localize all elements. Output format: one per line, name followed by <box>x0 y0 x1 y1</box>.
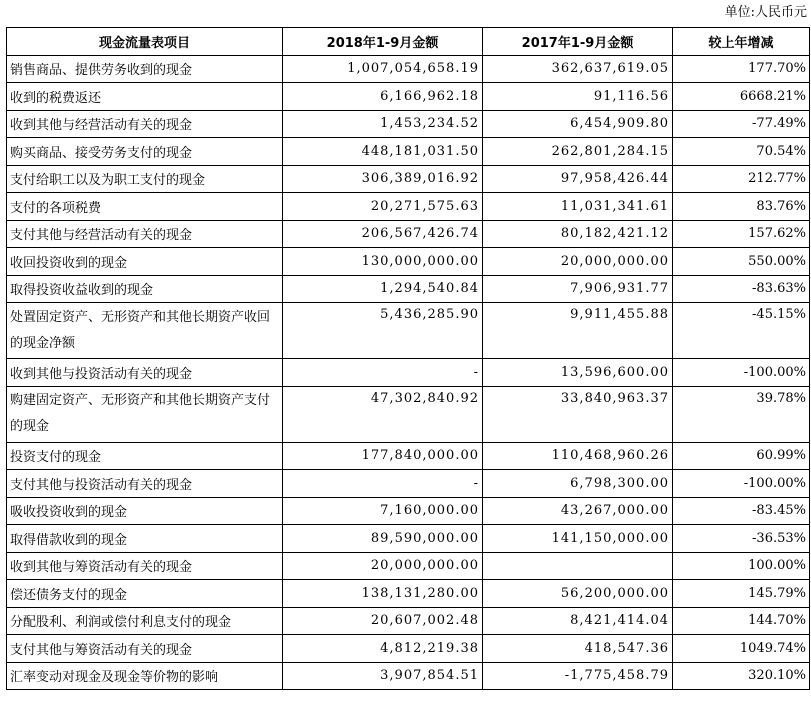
row-item-label: 收到其他与投资活动有关的现金 <box>7 359 283 387</box>
header-change: 较上年增减 <box>673 28 810 56</box>
row-amount-2018: 1,294,540.84 <box>283 275 483 303</box>
table-row <box>7 359 810 387</box>
cash-flow-table <box>6 27 810 690</box>
row-item-label: 支付其他与投资活动有关的现金 <box>7 470 283 498</box>
table-row <box>7 275 810 303</box>
row-amount-2018: 130,000,000.00 <box>283 248 483 276</box>
row-amount-2018: 47,302,840.92 <box>283 386 483 442</box>
table-header-row <box>7 28 810 56</box>
row-amount-2017: -1,775,458.79 <box>483 662 673 690</box>
row-item-label: 支付其他与筹资活动有关的现金 <box>7 635 283 663</box>
row-item-label: 收回投资收到的现金 <box>7 248 283 276</box>
row-item-label: 支付给职工以及为职工支付的现金 <box>7 165 283 193</box>
row-item-label: 投资支付的现金 <box>7 442 283 470</box>
row-amount-2017: 43,267,000.00 <box>483 497 673 525</box>
row-change-percent: 39.78% <box>673 386 810 442</box>
row-amount-2018: 20,000,000.00 <box>283 552 483 580</box>
row-change-percent: 320.10% <box>673 662 810 690</box>
row-change-percent: -36.53% <box>673 525 810 553</box>
row-change-percent: 177.70% <box>673 55 810 83</box>
row-amount-2018: 306,389,016.92 <box>283 165 483 193</box>
row-change-percent: 70.54% <box>673 138 810 166</box>
row-change-percent: 145.79% <box>673 580 810 608</box>
table-row <box>7 138 810 166</box>
row-amount-2017: 6,798,300.00 <box>483 470 673 498</box>
row-amount-2017: 9,911,455.88 <box>483 303 673 359</box>
row-amount-2018: 177,840,000.00 <box>283 442 483 470</box>
row-amount-2018: 89,590,000.00 <box>283 525 483 553</box>
row-change-percent: 60.99% <box>673 442 810 470</box>
row-amount-2017: 7,906,931.77 <box>483 275 673 303</box>
row-change-percent: -45.15% <box>673 303 810 359</box>
row-amount-2017: 110,468,960.26 <box>483 442 673 470</box>
row-amount-2017: 11,031,341.61 <box>483 193 673 221</box>
row-change-percent: -77.49% <box>673 110 810 138</box>
row-amount-2017: 33,840,963.37 <box>483 386 673 442</box>
row-amount-2018: 7,160,000.00 <box>283 497 483 525</box>
row-item-label: 取得投资收益收到的现金 <box>7 275 283 303</box>
row-amount-2018: 1,453,234.52 <box>283 110 483 138</box>
row-item-label: 支付的各项税费 <box>7 193 283 221</box>
row-amount-2017: 362,637,619.05 <box>483 55 673 83</box>
row-item-label: 收到的税费返还 <box>7 83 283 111</box>
table-row <box>7 220 810 248</box>
row-amount-2018: - <box>283 470 483 498</box>
table-row <box>7 442 810 470</box>
row-amount-2017: 91,116.56 <box>483 83 673 111</box>
row-item-label: 取得借款收到的现金 <box>7 525 283 553</box>
table-row <box>7 193 810 221</box>
row-change-percent: 144.70% <box>673 607 810 635</box>
table-row <box>7 248 810 276</box>
table-row <box>7 55 810 83</box>
row-change-percent: 100.00% <box>673 552 810 580</box>
header-2017: 2017年1-9月金额 <box>483 28 673 56</box>
row-item-label: 购建固定资产、无形资产和其他长期资产支付的现金 <box>7 386 283 442</box>
table-body <box>7 55 810 690</box>
row-change-percent: 157.62% <box>673 220 810 248</box>
row-amount-2017: 141,150,000.00 <box>483 525 673 553</box>
row-item-label: 汇率变动对现金及现金等价物的影响 <box>7 662 283 690</box>
header-2018: 2018年1-9月金额 <box>283 28 483 56</box>
row-item-label: 收到其他与经营活动有关的现金 <box>7 110 283 138</box>
table-row <box>7 525 810 553</box>
row-amount-2017: 20,000,000.00 <box>483 248 673 276</box>
row-change-percent: 6668.21% <box>673 83 810 111</box>
row-item-label: 处置固定资产、无形资产和其他长期资产收回的现金净额 <box>7 303 283 359</box>
row-change-percent: -83.63% <box>673 275 810 303</box>
table-row <box>7 110 810 138</box>
table-row <box>7 607 810 635</box>
row-amount-2018: 20,271,575.63 <box>283 193 483 221</box>
row-amount-2017: 8,421,414.04 <box>483 607 673 635</box>
row-item-label: 收到其他与筹资活动有关的现金 <box>7 552 283 580</box>
table-row <box>7 497 810 525</box>
table-row <box>7 386 810 442</box>
row-amount-2018: 206,567,426.74 <box>283 220 483 248</box>
row-amount-2018: 20,607,002.48 <box>283 607 483 635</box>
row-amount-2018: 5,436,285.90 <box>283 303 483 359</box>
table-row <box>7 580 810 608</box>
row-item-label: 销售商品、提供劳务收到的现金 <box>7 55 283 83</box>
row-item-label: 支付其他与经营活动有关的现金 <box>7 220 283 248</box>
row-amount-2018: 4,812,219.38 <box>283 635 483 663</box>
table-row <box>7 165 810 193</box>
row-amount-2018: 3,907,854.51 <box>283 662 483 690</box>
row-change-percent: -83.45% <box>673 497 810 525</box>
table-row <box>7 83 810 111</box>
table-row <box>7 662 810 690</box>
row-amount-2017: 80,182,421.12 <box>483 220 673 248</box>
row-amount-2017: 56,200,000.00 <box>483 580 673 608</box>
row-change-percent: 1049.74% <box>673 635 810 663</box>
row-item-label: 购买商品、接受劳务支付的现金 <box>7 138 283 166</box>
row-item-label: 吸收投资收到的现金 <box>7 497 283 525</box>
header-item: 现金流量表项目 <box>7 28 283 56</box>
row-change-percent: -100.00% <box>673 359 810 387</box>
row-amount-2017: 262,801,284.15 <box>483 138 673 166</box>
row-item-label: 偿还债务支付的现金 <box>7 580 283 608</box>
row-amount-2017: 13,596,600.00 <box>483 359 673 387</box>
row-amount-2018: 448,181,031.50 <box>283 138 483 166</box>
row-amount-2017: 97,958,426.44 <box>483 165 673 193</box>
row-change-percent: 83.76% <box>673 193 810 221</box>
unit-label: 单位:人民币元 <box>724 5 807 20</box>
row-change-percent: 550.00% <box>673 248 810 276</box>
row-amount-2018: 1,007,054,658.19 <box>283 55 483 83</box>
row-item-label: 分配股利、利润或偿付利息支付的现金 <box>7 607 283 635</box>
row-amount-2017: 6,454,909.80 <box>483 110 673 138</box>
row-amount-2018: 138,131,280.00 <box>283 580 483 608</box>
row-amount-2018: 6,166,962.18 <box>283 83 483 111</box>
row-amount-2018: - <box>283 359 483 387</box>
table-row <box>7 470 810 498</box>
row-change-percent: 212.77% <box>673 165 810 193</box>
table-row <box>7 552 810 580</box>
table-row <box>7 303 810 359</box>
table-row <box>7 635 810 663</box>
row-amount-2017 <box>483 552 673 580</box>
row-change-percent: -100.00% <box>673 470 810 498</box>
row-amount-2017: 418,547.36 <box>483 635 673 663</box>
